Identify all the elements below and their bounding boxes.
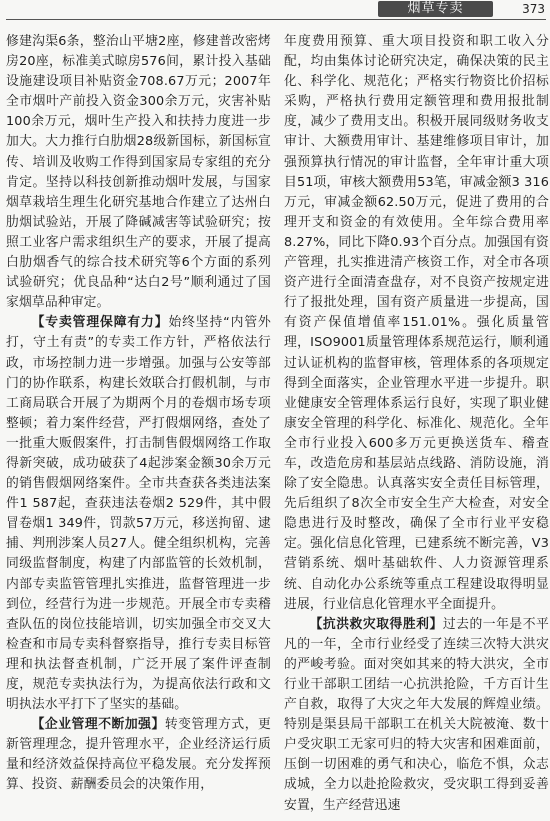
paragraph xyxy=(6,715,271,795)
section-heading: 【企业管理不断加强】 xyxy=(31,717,165,733)
paragraph: 修建沟渠6条，整治山平塘2座，修建普改密烤房20座，标准美式晾房576间，累计投入基础设施建设项目补贴资金708.67万元；2007年全市烟叶产前投入资金300余万元，灾害补贴100余万元，烟叶生产投入和扶持力度进一步加大。大力推行白肋烟28级新国标，新国标宣传、培训及收购工作得到国家局专家组的充分肯定。坚持以科技创新推动烟叶发展，与国家烟草栽培生理生化研究基地合作建立了达州白肋烟试验站，开展了降碱减害等试验研究；按照工业客户需求组织生产的要求，开展了提高白肋烟香气的综合技术研究等6个方面的系列试验研究；优良品种“达白2号”顺利通过了国家烟草品种审定。 xyxy=(6,34,271,311)
header-divider xyxy=(6,19,546,20)
paragraph-body: 过去的一年是不平凡的一年，全市行业经受了连续三次特大洪灾的严峻考验。面对突如其来的特大洪灾，全市行业干部职工团结一心抗洪抢险，千方百计生产自救，取得了大灾之年大发展的辉煌业绩。特别是渠县局干部职工在机关大院被淹、数十户受灾职工无家可归的特大灾害和困难面前，压倒一切困难的勇气和决心，临危不惧，众志成城，全力以赴抢险救灾，受灾职工得到妥善安置，生产经营迅速 xyxy=(284,616,550,813)
paragraph: 年度费用预算、重大项目投资和职工收入分配，均由集体讨论研究决定，确保决策的民主化、科学化、规范化；严格实行物资比价招标采购，严格执行费用定额管理和费用报批制度，减少了费用支出。积极开展同级财务收支审计、大额费用审计、基建维修项目审计，加强预算执行情况的审计监督，全年审计重大项目51项，审核大额费用53笔，审减金额3 316万元，审减金额62.50万元，促进了费用的合理开支和资金的有效使用。全年综合费用率8.27%，同比下降0.93个百分点。加强国有资产管理，扎实推进清产核资工作，对全市各项资产进行全面清查盘存，对不良资产按规定进行了报批处理，国有资产质量进一步提高，国有资产保值增值率151.01%。强化质量管理，ISO9001质量管理体系规范运行，顺利通过认证机构的监督审核，管理体系的各项规定得到全面落实，企业管理水平进一步提升。职业健康安全管理体系运行良好，实现了职业健康安全管理的科学化、标准化、规范化。全年全市行业投入600多万元更换送货车、稽查车，改造危房和基层站点线路、消防设施，消除了安全隐患。认真落实安全责任目标管理，先后组织了8次全市安全生产大检查，对安全隐患进行及时整改，确保了全市行业平安稳定。强化信息化管理，已建系统不断完善，V3营销系统、烟叶基础软件、人力资源管理系统、自动化办公系统等重点工程建设取得明显进展，行业信息化管理水平全面提升。 xyxy=(284,34,549,612)
paragraph xyxy=(6,313,271,715)
right-column xyxy=(284,32,549,816)
section-heading: 【抗洪救灾取得胜利】 xyxy=(309,616,443,632)
section-heading: 【专卖管理保障有力】 xyxy=(31,315,169,331)
paragraph xyxy=(284,615,549,816)
paragraph-body: 始终坚持“内管外打，守土有责”的专卖工作方针，严格依法行政，市场控制力进一步增强。加强与公安等部门的协作联系，构建长效联合打假机制，与市工商局联合开展了为期两个月的卷烟市场专项整顿；着力案件经营，严打假烟网络，查处了一批重大贩假案件，打击制售假烟网络工作取得新突破，成功破获了4起涉案金额30余万元的销售假烟网络案件。全市共查获各类违法案件1 587起，查获违法卷烟2 529件，其中假冒卷烟1 349件，罚款57万元，移送拘留、逮捕、判刑涉案人员27人。健全组织机构，完善同级监督制度，构建了内部监管的长效机制，内部专卖监管管理扎实推进，监督管理进一步到位，经营行为进一步规范。开展全市专卖稽查队伍的岗位技能培训，切实加强全市交叉大检查和市局专卖科督察指导，推行专卖目标管理和执法督查机制，广泛开展了案件评查制度，规范专卖执法行为，为提高依法行政和文明执法水平打下了坚实的基础。 xyxy=(6,315,271,713)
page-number: 373 xyxy=(522,2,545,16)
page-header xyxy=(0,0,550,22)
left-column xyxy=(6,32,271,796)
section-title: 烟草专卖 xyxy=(407,1,464,16)
paragraph-body: 转变管理方式，更新管理理念，提升管理水平，企业经济运行质量和经济效益保持高位平稳发展。充分发挥预算、投资、薪酬委员会的决策作用， xyxy=(6,717,272,793)
